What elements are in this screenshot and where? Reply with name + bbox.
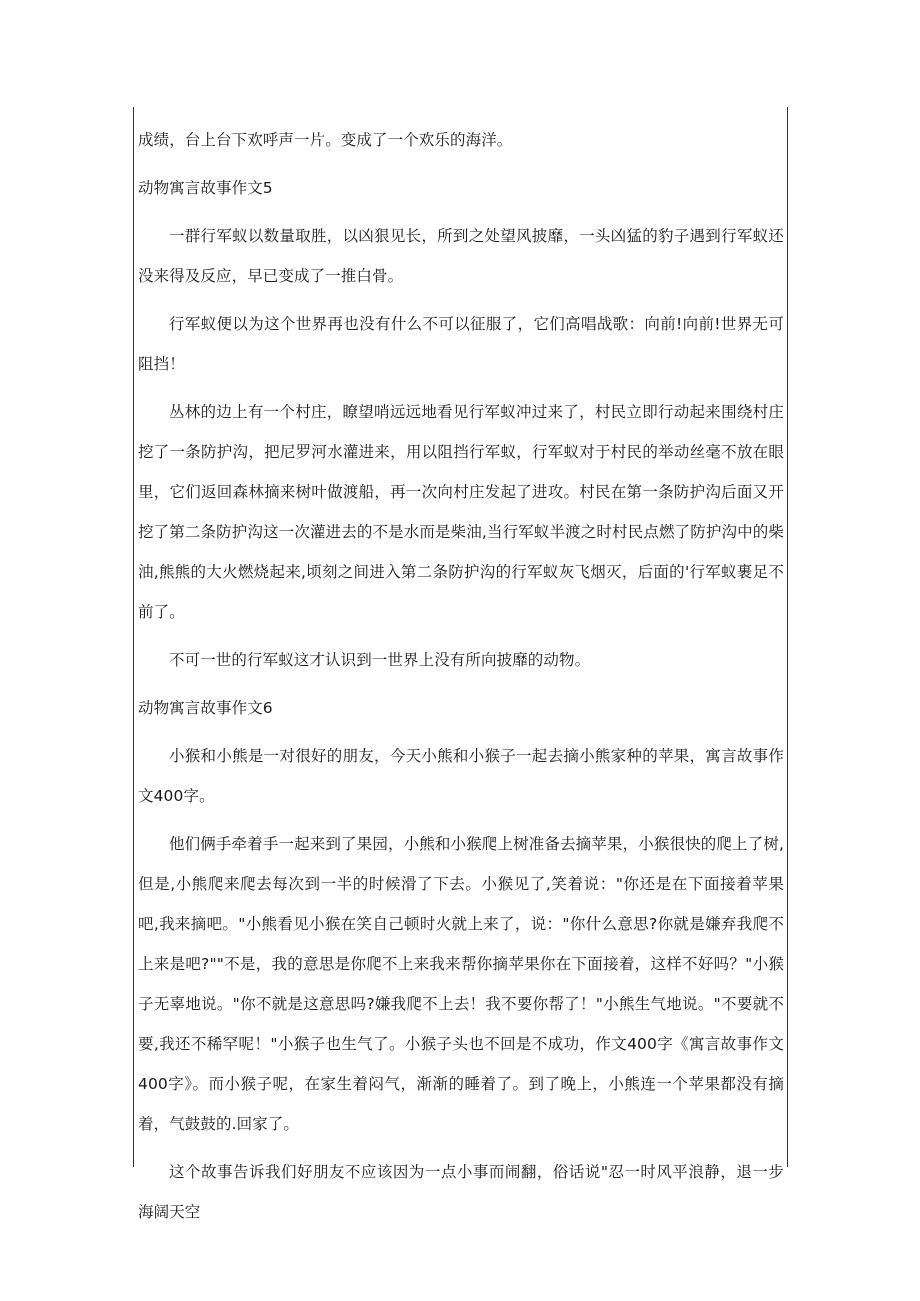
section-heading-6: 动物寓言故事作文6 [138,699,273,717]
paragraph: 这个故事告诉我们好朋友不应该因为一点小事而闹翻，俗话说"忍一时风平浪静，退一步海阔天空 [138,1163,784,1221]
paragraph: 一群行军蚁以数量取胜，以凶狠见长，所到之处望风披靡，一头凶猛的豹子遇到行军蚁还没来得及反应，早已变成了一推白骨。 [138,227,784,285]
document-body [138,120,784,1240]
paragraph: 他们俩手牵着手一起来到了果园，小熊和小猴爬上树准备去摘苹果，小猴很快的爬上了树,但是,小熊爬来爬去每次到一半的时候滑了下去。小猴见了,笑着说："你还是在下面接着苹果吧,我来摘吧。"小熊看见小猴在笑自己顿时火就上来了，说："你什么意思?你就是嫌弃我爬不上来是吧?""不是，我的意思是你爬不上来我来帮你摘苹果你在下面接着，这样不好吗？"小猴子无辜地说。"你不就是这意思吗?嫌我爬不上去！我不要你帮了！"小熊生气地说。"不要就不要,我还不稀罕呢！"小猴子也生气了。小猴子头也不回是不成功，作文400字《寓言故事作文400字》。而小猴子呢，在家生着闷气，渐渐的睡着了。到了晚上，小熊连一个苹果都没有摘着，气鼓鼓的.回家了。 [138,835,784,1133]
paragraph: 丛林的边上有一个村庄，瞭望哨远远地看见行军蚁冲过来了，村民立即行动起来围绕村庄挖了一条防护沟，把尼罗河水灌进来，用以阻挡行军蚁，行军蚁对于村民的举动丝毫不放在眼里，它们返回森林摘来树叶做渡船，再一次向村庄发起了进攻。村民在第一条防护沟后面又开挖了第二条防护沟这一次灌进去的不是水而是柴油,当行军蚁半渡之时村民点燃了防护沟中的柴油,熊熊的大火燃烧起来,顷刻之间进入第二条防护沟的行军蚁灰飞烟灭，后面的'行军蚁裹足不前了。 [138,403,784,621]
paragraph-continuation: 成绩，台上台下欢呼声一片。变成了一个欢乐的海洋。 [138,131,513,149]
paragraph: 不可一世的行军蚁这才认识到一世界上没有所向披靡的动物。 [169,651,591,669]
paragraph: 小猴和小熊是一对很好的朋友，今天小熊和小猴子一起去摘小熊家种的苹果，寓言故事作文400字。 [138,747,784,805]
paragraph: 行军蚁便以为这个世界再也没有什么不可以征服了，它们高唱战歌：向前!向前!世界无可阻挡！ [138,315,784,373]
left-border-line [133,107,134,1167]
right-border-line [787,107,788,1167]
section-heading-5: 动物寓言故事作文5 [138,179,273,197]
